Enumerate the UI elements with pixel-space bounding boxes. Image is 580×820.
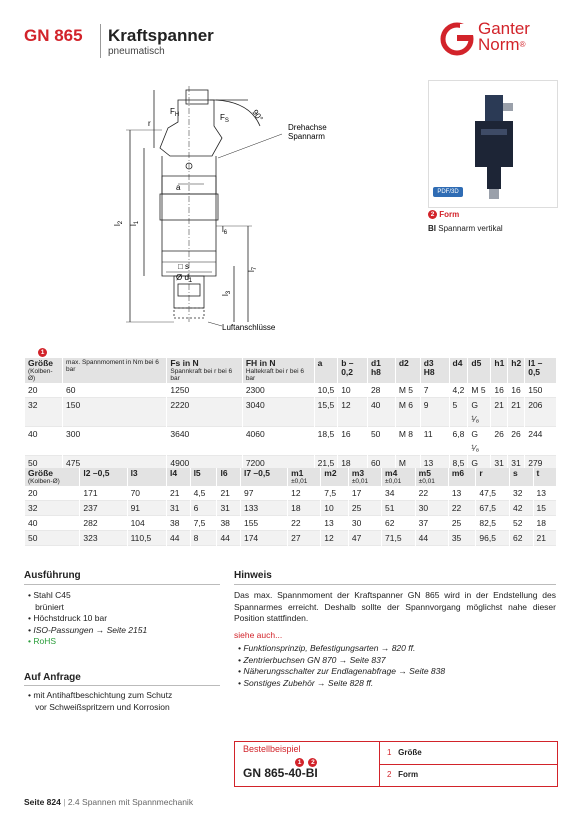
anfrage-divider xyxy=(24,685,220,686)
table-cell: 174 xyxy=(240,531,287,546)
ausfuehrung-link[interactable]: • ISO-Passungen → Seite 2151 xyxy=(28,624,148,635)
table-cell: 91 xyxy=(127,501,166,516)
product-photo xyxy=(428,80,558,208)
label-l2: $l_2$ xyxy=(113,220,124,226)
table-cell: 2220 xyxy=(167,398,242,427)
table-cell: 206 xyxy=(525,398,556,427)
table-cell: 21,5 xyxy=(314,456,338,485)
order-title: Bestellbeispiel xyxy=(243,744,301,754)
table-cell: 32 xyxy=(25,501,80,516)
see-also-link[interactable]: • Funktionsprinzip, Befestigungsarten → 820 ff. xyxy=(238,643,416,653)
table-header-cell: r xyxy=(476,468,510,486)
brand-name-line2: Norm® xyxy=(478,35,526,54)
page-title: Kraftspanner xyxy=(108,26,214,45)
table-cell: 6 xyxy=(190,501,217,516)
table-cell: 12 xyxy=(338,398,368,427)
table-cell: 16 xyxy=(338,427,368,456)
table-cell: 35 xyxy=(448,531,476,546)
ausfuehrung-item: brüniert xyxy=(28,601,64,612)
table-cell: 4900 xyxy=(167,456,242,485)
table-cell: 3040 xyxy=(242,398,314,427)
order-row-2: 2 Form xyxy=(387,770,419,779)
table-cell: 62 xyxy=(382,516,416,531)
ausfuehrung-divider xyxy=(24,584,220,585)
anfrage-item: vor Schweißspritzern und Korrosion xyxy=(28,701,170,712)
order-example-box xyxy=(234,741,558,787)
table-cell: 300 xyxy=(63,427,167,456)
table-cell: 50 xyxy=(367,427,395,456)
table-header-cell: b –0,2 xyxy=(338,358,368,383)
see-also-label: siehe auch... xyxy=(234,630,283,640)
order-row-1: 1 Größe xyxy=(387,748,422,757)
table-header-cell: max. Spannmoment in Nm bei 6 bar xyxy=(63,358,167,383)
table-cell: 20 xyxy=(25,383,63,398)
table-header-cell: h2 xyxy=(508,358,525,383)
table-cell: 244 xyxy=(525,427,556,456)
table-cell: 21 xyxy=(533,531,556,546)
table-cell: 13 xyxy=(420,456,449,485)
table-cell: M 5 xyxy=(395,383,420,398)
table-header-cell: l1 –0,5 xyxy=(525,358,556,383)
table-cell: 30 xyxy=(348,516,381,531)
table-cell: 3640 xyxy=(167,427,242,456)
table-cell: 21 xyxy=(217,486,241,501)
table-cell: 25 xyxy=(448,516,476,531)
dimension-table-2 xyxy=(24,468,556,546)
table-header-cell: d4 xyxy=(449,358,468,383)
table-cell: 47 xyxy=(348,531,381,546)
table-row xyxy=(25,501,557,516)
table-header-cell: d2 xyxy=(395,358,420,383)
table-cell: 17 xyxy=(348,486,381,501)
table-cell: 475 xyxy=(63,456,167,485)
table-cell: 34 xyxy=(382,486,416,501)
anfrage-list xyxy=(28,690,224,713)
table-cell: 18 xyxy=(288,501,321,516)
table-cell: 44 xyxy=(167,531,191,546)
table-cell: 16 xyxy=(491,383,508,398)
ganter-logo-icon xyxy=(440,22,474,56)
brand-name-line1: Ganter xyxy=(478,19,530,38)
table-cell: 47,5 xyxy=(476,486,510,501)
table-header-cell: l2 –0,5 xyxy=(80,468,127,486)
table-cell: 323 xyxy=(80,531,127,546)
table-header-cell: d5 xyxy=(468,358,491,383)
table-cell: 38 xyxy=(217,516,241,531)
label-l1: $l_1$ xyxy=(129,220,140,226)
anfrage-item: • mit Antihaftbeschichtung zum Schutz xyxy=(28,690,173,700)
table-cell: M 10 xyxy=(395,456,420,485)
label-drehachse: Drehachse xyxy=(288,123,327,132)
table-cell: 6,8 xyxy=(449,427,468,456)
table-row xyxy=(25,383,557,398)
table-cell: 21 xyxy=(508,398,525,427)
hinweis-divider xyxy=(234,584,556,585)
table-cell: 40 xyxy=(25,427,63,456)
table-header-cell: h1 xyxy=(491,358,508,383)
label-l7: $l_7$ xyxy=(247,266,258,272)
table-cell: 279 xyxy=(525,456,556,485)
table-header-cell: m4 ±0,01 xyxy=(382,468,416,486)
table-cell: 60 xyxy=(63,383,167,398)
dimension-table-1 xyxy=(24,358,556,485)
technical-drawing xyxy=(110,86,340,336)
table-cell: 25 xyxy=(348,501,381,516)
table-header-cell: d1 h8 xyxy=(367,358,395,383)
table-cell: 82,5 xyxy=(476,516,510,531)
see-also-link[interactable]: • Zentrierbuchsen GN 870 → Seite 837 xyxy=(238,654,386,665)
table-row xyxy=(25,531,557,546)
table-header-cell: m1 ±0,01 xyxy=(288,468,321,486)
table-header-cell: Fs in N Spannkraft bei r bei 6 bar xyxy=(167,358,242,383)
table-cell: 18,5 xyxy=(314,427,338,456)
media-badge-icon[interactable]: PDF/3D xyxy=(433,187,463,197)
table-header-cell: l6 xyxy=(217,468,241,486)
table-cell: 15 xyxy=(533,501,556,516)
table-cell: 12 xyxy=(321,531,349,546)
table-cell: 18 xyxy=(533,516,556,531)
table-cell: 171 xyxy=(80,486,127,501)
table-cell: 22 xyxy=(288,516,321,531)
table-cell: 1250 xyxy=(167,383,242,398)
label-s: □ s xyxy=(178,262,190,271)
table-cell: 150 xyxy=(525,383,556,398)
table-cell: 50 xyxy=(25,531,80,546)
table-cell: 31 xyxy=(491,456,508,485)
table-cell: 31 xyxy=(167,501,191,516)
table-cell: 18 xyxy=(338,456,368,485)
label-luftanschluesse: Luftanschlüsse xyxy=(222,323,276,332)
table-cell: 31 xyxy=(217,501,241,516)
table-cell: 30 xyxy=(415,501,448,516)
ausfuehrung-heading: Ausführung xyxy=(24,570,81,581)
form-bi: BI Spannarm vertikal xyxy=(428,224,503,233)
table-cell: 32 xyxy=(25,398,63,427)
table-cell: 2300 xyxy=(242,383,314,398)
table-header-cell: l3 xyxy=(127,468,166,486)
table-cell: 44 xyxy=(415,531,448,546)
table-header-cell: m3 ±0,01 xyxy=(348,468,381,486)
table-header-cell: Größe (Kolben-Ø) xyxy=(25,358,63,383)
table-cell: 42 xyxy=(510,501,534,516)
table-cell: 104 xyxy=(127,516,166,531)
table-cell: 7 xyxy=(420,383,449,398)
table-cell: 12 xyxy=(288,486,321,501)
page-subtitle: pneumatisch xyxy=(108,46,165,57)
table-cell: 282 xyxy=(80,516,127,531)
table-cell: 40 xyxy=(25,516,80,531)
table-cell: 10 xyxy=(338,383,368,398)
table-cell: M 6 xyxy=(395,398,420,427)
table-cell: M 8 xyxy=(395,427,420,456)
table-cell: 21 xyxy=(167,486,191,501)
table-cell: 4,5 xyxy=(190,486,217,501)
table-cell: 26 xyxy=(508,427,525,456)
table-cell: 10,5 xyxy=(314,383,338,398)
table-header-cell: FH in N Haltekraft bei r bei 6 bar xyxy=(242,358,314,383)
hinweis-heading: Hinweis xyxy=(234,570,272,581)
table-cell: 7,5 xyxy=(321,486,349,501)
table-cell: 9 xyxy=(420,398,449,427)
table-cell: G ¹⁄₈ xyxy=(468,456,491,485)
label-fs: $F_S$ xyxy=(220,113,229,124)
table-cell: 8,5 xyxy=(449,456,468,485)
table-cell: 26 xyxy=(491,427,508,456)
anfrage-heading: Auf Anfrage xyxy=(24,672,81,683)
ausfuehrung-list xyxy=(28,590,218,648)
table-cell: 50 xyxy=(25,456,63,485)
ausfuehrung-item: • Stahl C45 xyxy=(28,590,71,600)
table-cell: 27 xyxy=(288,531,321,546)
table-cell: 31 xyxy=(508,456,525,485)
table-cell: G ¹⁄₈ xyxy=(468,398,491,427)
label-r: r xyxy=(148,119,151,128)
table-cell: 37 xyxy=(415,516,448,531)
table-cell: 4060 xyxy=(242,427,314,456)
table-cell: 22 xyxy=(415,486,448,501)
table-cell: 96,5 xyxy=(476,531,510,546)
table-row xyxy=(25,516,557,531)
table-cell: 7,5 xyxy=(190,516,217,531)
table-cell: 155 xyxy=(240,516,287,531)
table-cell: 11 xyxy=(420,427,449,456)
label-l6: $l_6$ xyxy=(222,225,228,236)
table-row xyxy=(25,486,557,501)
table-row xyxy=(25,427,557,456)
table-cell: 13 xyxy=(533,486,556,501)
table-header-cell: Größe (Kolben-Ø) xyxy=(25,468,80,486)
ausfuehrung-rohs: • RoHS xyxy=(28,636,57,646)
order-divider-h xyxy=(379,764,557,765)
table-cell: 51 xyxy=(382,501,416,516)
label-d1: Ø $d_1$ xyxy=(176,273,193,284)
label-fh: $F_H$ xyxy=(170,107,180,118)
label-l3: $l_3$ xyxy=(221,290,232,296)
table-cell: 20 xyxy=(25,486,80,501)
label-spannarm: Spannarm xyxy=(288,132,325,141)
table-cell: 97 xyxy=(240,486,287,501)
table-cell: 28 xyxy=(367,383,395,398)
table-cell: M 5 xyxy=(468,383,491,398)
table-row xyxy=(25,398,557,427)
see-also-list xyxy=(238,643,556,689)
table-cell: 21 xyxy=(491,398,508,427)
table-cell: 62 xyxy=(510,531,534,546)
table-cell: 40 xyxy=(367,398,395,427)
table-cell: 110,5 xyxy=(127,531,166,546)
table-header-cell: m5 ±0,01 xyxy=(415,468,448,486)
table-cell: 15,5 xyxy=(314,398,338,427)
see-also-link[interactable]: • Näherungsschalter zur Endlagenabfrage → Seite 838 xyxy=(238,666,446,676)
table-cell: 16 xyxy=(508,383,525,398)
table-cell: 8 xyxy=(190,531,217,546)
table-cell: 133 xyxy=(240,501,287,516)
table-cell: 60 xyxy=(367,456,395,485)
table-cell: 67,5 xyxy=(476,501,510,516)
table-header-cell: a xyxy=(314,358,338,383)
table-cell: 7200 xyxy=(242,456,314,485)
hinweis-text: Das max. Spannmoment der Kraftspanner GN 865 wird in der Endstellung des Spannarmes erreicht. Deshalb sollte der Spannvorgang möglichst nahe dieser Position stattfinden. xyxy=(234,590,556,623)
table1-badge: 1 xyxy=(38,344,47,362)
table-cell: 10 xyxy=(321,501,349,516)
table-header-cell: s xyxy=(510,468,534,486)
table-cell: 32 xyxy=(510,486,534,501)
table-cell: 22 xyxy=(448,501,476,516)
table-cell: 5 xyxy=(449,398,468,427)
ausfuehrung-item: • Höchstdruck 10 bar xyxy=(28,613,108,623)
order-badges: 1 2 xyxy=(295,754,317,772)
label-a: a xyxy=(176,183,181,192)
table-header-cell: l5 xyxy=(190,468,217,486)
label-angle: 90° xyxy=(250,107,265,124)
order-code: GN 865-40-BI xyxy=(243,766,318,780)
table-header-cell: m6 xyxy=(448,468,476,486)
table-cell: 13 xyxy=(448,486,476,501)
table-cell: 4,2 xyxy=(449,383,468,398)
product-code: GN 865 xyxy=(24,26,83,45)
see-also-link[interactable]: • Sonstiges Zubehör → Seite 828 ff. xyxy=(238,677,374,688)
table-header-cell: l4 xyxy=(167,468,191,486)
table-cell: 150 xyxy=(63,398,167,427)
table-cell: 13 xyxy=(321,516,349,531)
table-cell: 44 xyxy=(217,531,241,546)
table-cell: 70 xyxy=(127,486,166,501)
table-header-cell: l7 –0,5 xyxy=(240,468,287,486)
page-footer: Seite 824 | 2.4 Spannen mit Spannmechanik xyxy=(24,797,194,807)
table-header-cell: d3 H8 xyxy=(420,358,449,383)
form-heading: 2 Form xyxy=(428,210,459,219)
table-header-cell: t xyxy=(533,468,556,486)
table-cell: 71,5 xyxy=(382,531,416,546)
table-cell: 237 xyxy=(80,501,127,516)
header-divider xyxy=(100,24,101,58)
table-cell: G ¹⁄₈ xyxy=(468,427,491,456)
table-cell: 52 xyxy=(510,516,534,531)
table-cell: 38 xyxy=(167,516,191,531)
table-header-cell: m2 xyxy=(321,468,349,486)
